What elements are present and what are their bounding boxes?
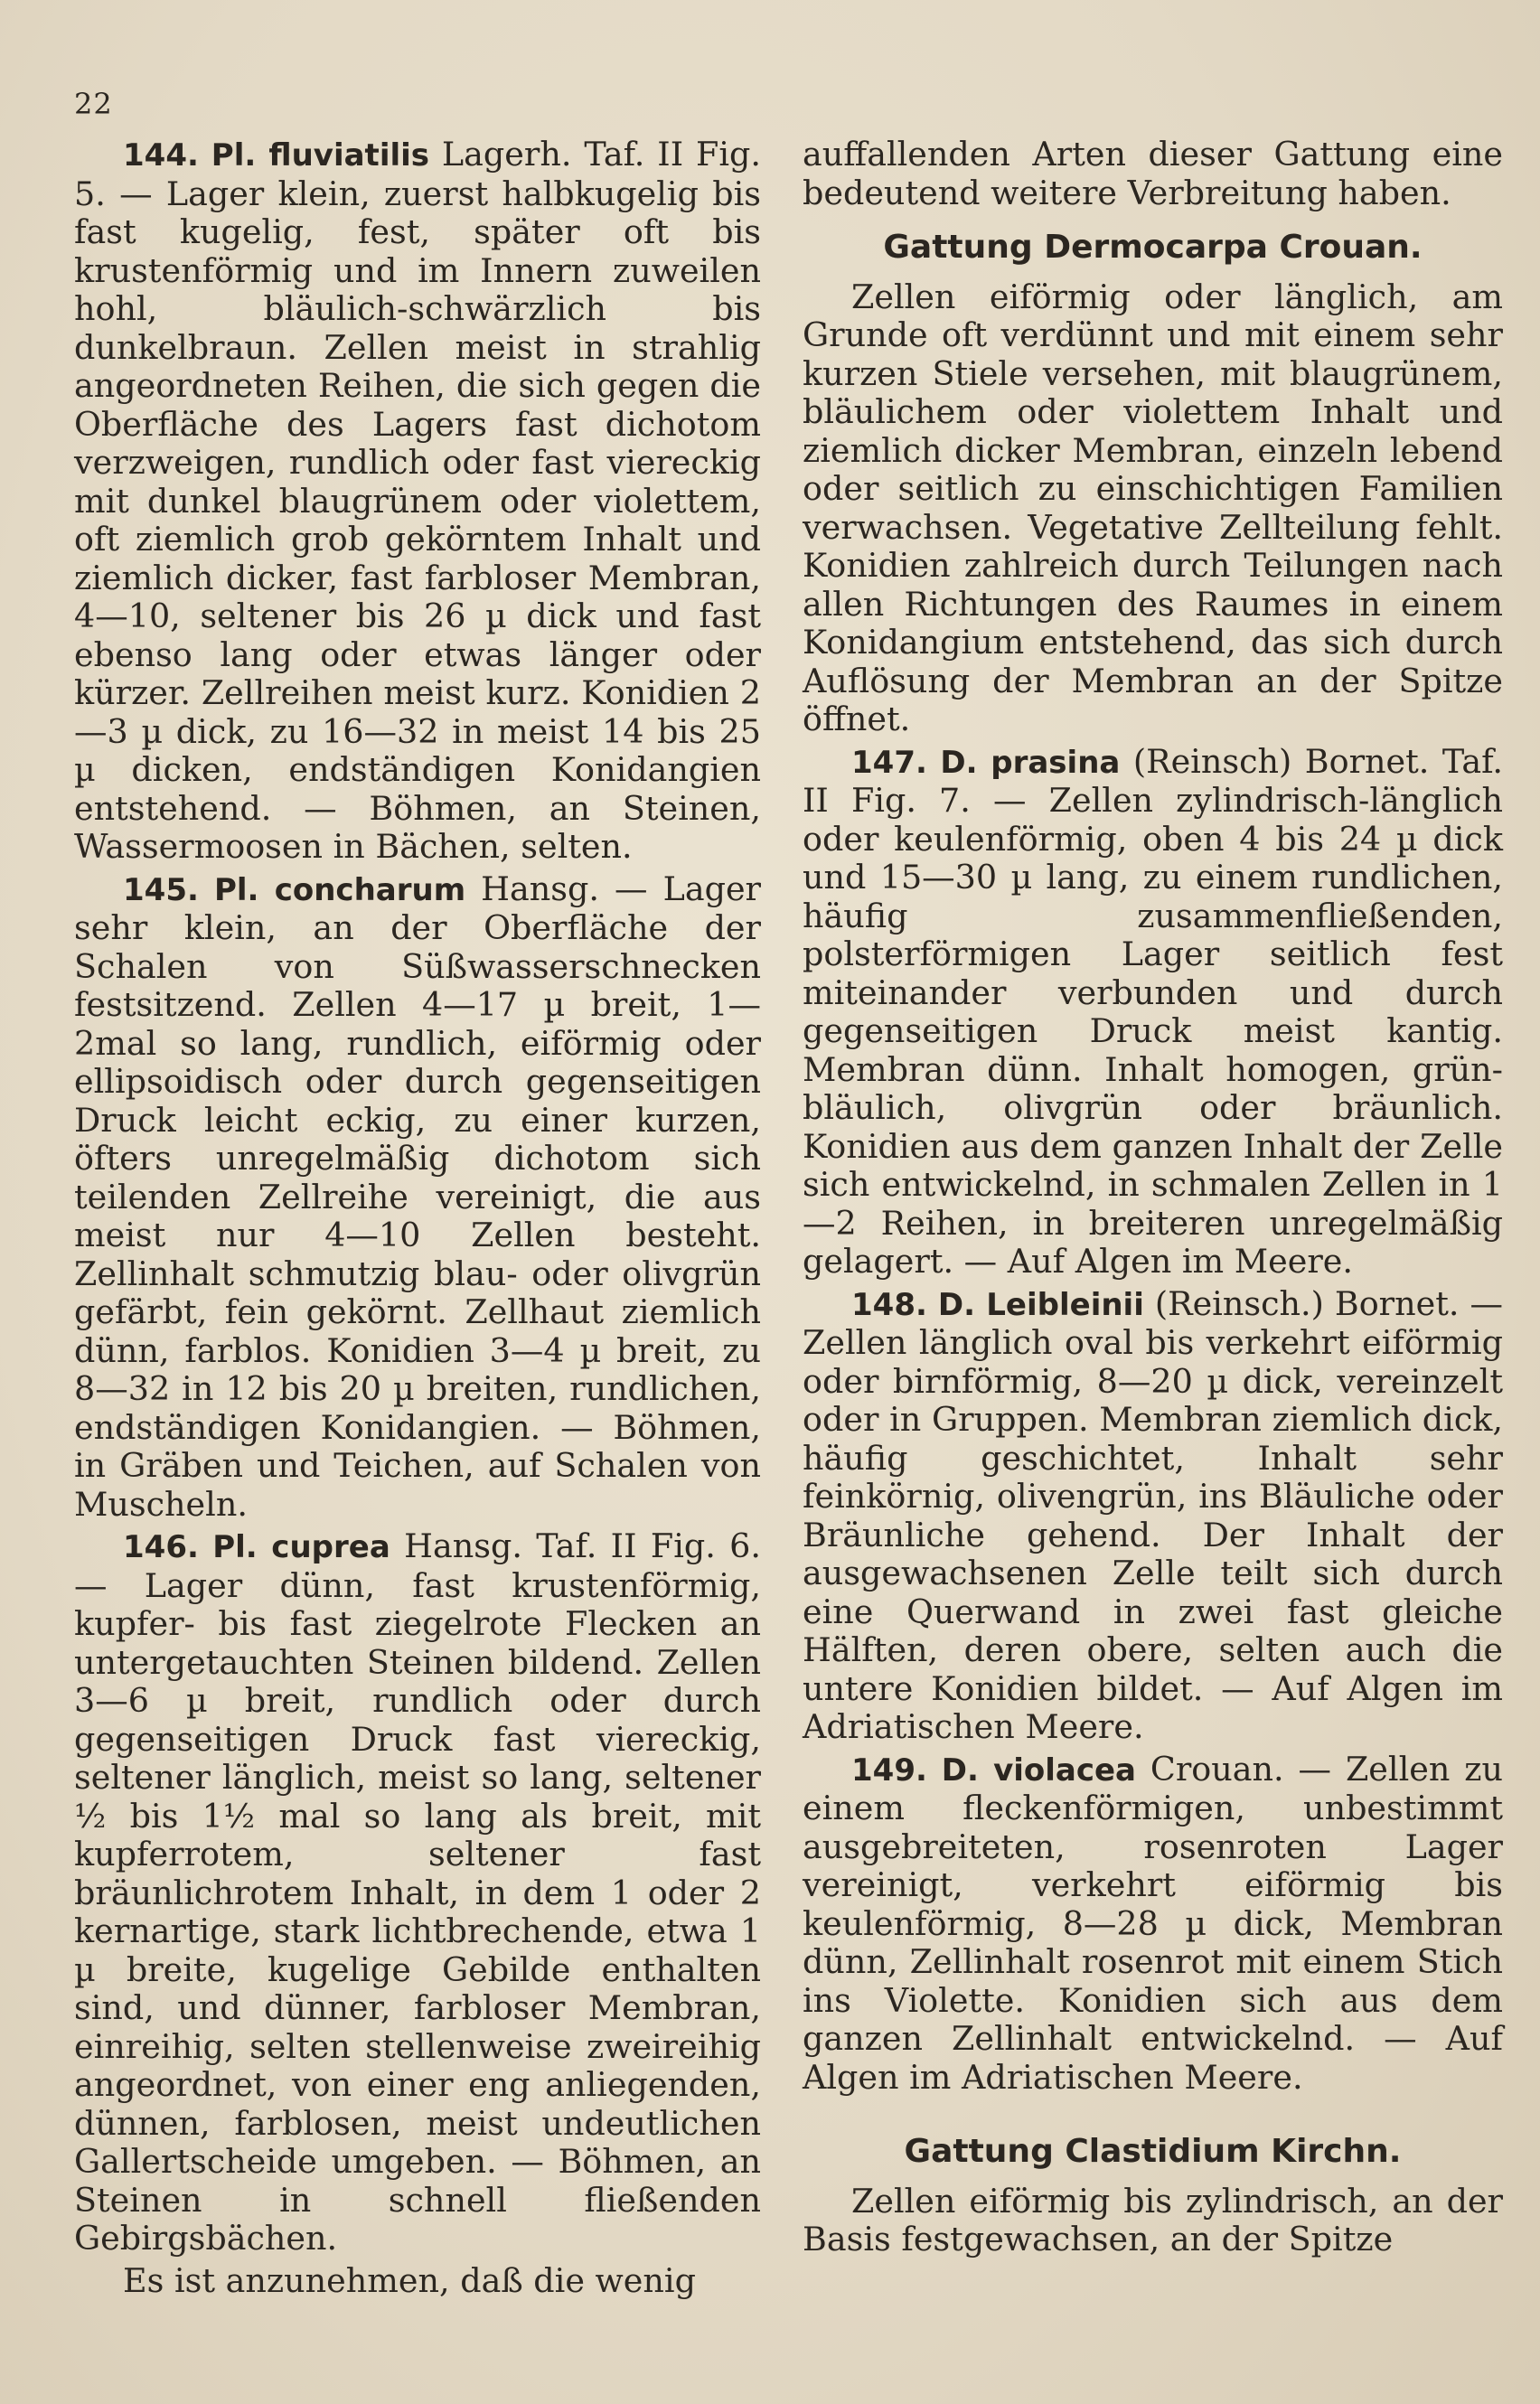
species-entry-148	[803, 1285, 1503, 1747]
entry-number: 144.	[123, 137, 199, 174]
continuation-text: auffallenden Arten dieser Gattung eine bedeutend weitere Verbreitung haben.	[803, 135, 1503, 212]
entry-number: 148.	[851, 1286, 927, 1323]
entry-number: 149.	[851, 1751, 927, 1789]
species-entry-149	[803, 1751, 1503, 2098]
species-entry-144	[74, 136, 761, 867]
entry-text: Lagerh. Taf. II Fig. 5. — Lager klein, zuerst halbkugelig bis fast kugelig, fest, später oft bis krustenförmig und im Innern zuweilen hohl, bläulich-schwärzlich bis dunkelbraun. Zellen meist in strahlig angeordneten Reihen, die sich gegen die Oberfläche des Lagers fast dichotom verzweigen, rundlich oder fast viereckig mit dunkel blaugrünem oder violettem, oft ziemlich grob gekörntem Inhalt und ziemlich dicker, fast farbloser Membran, 4—10, seltener bis 26 µ dick und fast ebenso lang oder etwas länger oder kürzer. Zellreihen meist kurz. Konidien 2—3 µ dick, zu 16—32 in meist 14 bis 25 µ dicken, endständigen Konidangien entstehend. — Böhmen, an Steinen, Wassermoosen in Bächen, selten.	[74, 135, 761, 866]
entry-text: (Reinsch) Bornet. Taf. II Fig. 7. — Zellen zylindrisch-länglich oder keulenförmig, oben 4 bis 24 µ dick und 15—30 µ lang, zu einem rundlichen, häufig zusammenfließenden, polsterförmigen Lager seitlich fest miteinander verbunden und durch gegenseitigen Druck meist kantig. Membran dünn. Inhalt homogen, grün-bläulich, olivgrün oder bräunlich. Konidien aus dem ganzen Inhalt der Zelle sich entwickelnd, in schmalen Zellen in 1—2 Reihen, in breiteren unregelmäßig gelagert. — Auf Algen im Meere.	[803, 741, 1503, 1281]
closing-paragraph: Es ist anzunehmen, daß die wenig	[123, 2260, 696, 2300]
species-name: Pl. cuprea	[212, 1529, 390, 1565]
page-number: 22	[74, 87, 113, 121]
right-column	[803, 136, 1503, 2263]
entry-number: 146.	[123, 1529, 199, 1565]
genus-description-dermocarpa: Zellen eiförmig oder länglich, am Grunde oft verdünnt und mit einem sehr kurzen Stiele versehen, mit blaugrünem, bläulichem oder violettem Inhalt und ziemlich dicker Membran, einzeln lebend oder seitlich zu einschichtigen Familien verwachsen. Vegetative Zellteilung fehlt. Konidien zahlreich durch Teilungen nach allen Richtungen des Raumes in einem Konidangium entstehend, das sich durch Auflösung der Membran an der Spitze öffnet.	[803, 277, 1503, 738]
entry-number: 147.	[851, 744, 927, 781]
species-entry-145	[74, 870, 761, 1525]
species-name: Pl. fluviatilis	[211, 137, 430, 174]
left-column	[74, 136, 761, 2304]
species-entry-147	[803, 743, 1503, 1282]
species-name: Pl. concharum	[213, 871, 466, 908]
genus-heading-clastidium: Gattung Clastidium Kirchn.	[904, 2133, 1402, 2170]
species-name: D. violacea	[941, 1751, 1137, 1789]
entry-number: 145.	[123, 871, 199, 908]
species-name: D. Leibleinii	[937, 1286, 1144, 1323]
entry-text: (Reinsch.) Bornet. — Zellen länglich oval bis verkehrt eiförmig oder birnförmig, 8—20 µ dick, vereinzelt oder in Gruppen. Membran ziemlich dick, häufig geschichtet, Inhalt sehr feinkörnig, olivengrün, ins Bläuliche oder Bräunliche gehend. Der Inhalt der ausgewachsenen Zelle teilt sich durch eine Querwand in zwei fast gleiche Hälften, deren obere, selten auch die untere Konidien bildet. — Auf Algen im Adriatischen Meere.	[803, 1283, 1503, 1746]
entry-text: Crouan. — Zellen zu einem fleckenförmigen, unbestimmt ausgebreiteten, rosenroten Lager vereinigt, verkehrt eiförmig bis keulenförmig, 8—28 µ dick, Membran dünn, Zellinhalt rosenrot mit einem Stich ins Violette. Konidien sich aus dem ganzen Zellinhalt entwickelnd. — Auf Algen im Adriatischen Meere.	[803, 1749, 1504, 2097]
species-name: D. prasina	[940, 744, 1121, 781]
genus-heading-dermocarpa: Gattung Dermocarpa Crouan.	[883, 229, 1423, 266]
species-entry-146	[74, 1527, 761, 2258]
genus-description-clastidium: Zellen eiförmig bis zylindrisch, an der Basis festgewachsen, an der Spitze	[803, 2181, 1503, 2258]
entry-text: Hansg. Taf. II Fig. 6. — Lager dünn, fast krustenförmig, kupfer- bis fast ziegelrote Flecken an untergetauchten Steinen bildend. Zellen 3—6 µ breit, rundlich oder durch gegenseitigen Druck fast viereckig, seltener länglich, meist so lang, seltener ½ bis 1½ mal so lang als breit, mit kupferrotem, seltener fast bräunlichrotem Inhalt, in dem 1 oder 2 kernartige, stark lichtbrechende, etwa 1 µ breite, kugelige Gebilde enthalten sind, und dünner, farbloser Membran, einreihig, selten stellenweise zweireihig angeordnet, von einer eng anliegenden, dünnen, farblosen, meist undeutlichen Gallertscheide umgeben. — Böhmen, an Steinen in schnell fließenden Gebirgsbächen.	[74, 1526, 761, 2258]
entry-text: Hansg. — Lager sehr klein, an der Oberfläche der Schalen von Süßwasserschnecken festsitzend. Zellen 4—17 µ breit, 1—2mal so lang, rundlich, eiförmig oder ellipsoidisch oder durch gegenseitigen Druck leicht eckig, zu einer kurzen, öfters unregelmäßig dichotom sich teilenden Zellreihe vereinigt, die aus meist nur 4—10 Zellen besteht. Zellinhalt schmutzig blau- oder olivgrün gefärbt, fein gekörnt. Zellhaut ziemlich dünn, farblos. Konidien 3—4 µ breit, zu 8—32 in 12 bis 20 µ breiten, rundlichen, endständigen Konidangien. — Böhmen, in Gräben und Teichen, auf Schalen von Muscheln.	[74, 869, 761, 1524]
